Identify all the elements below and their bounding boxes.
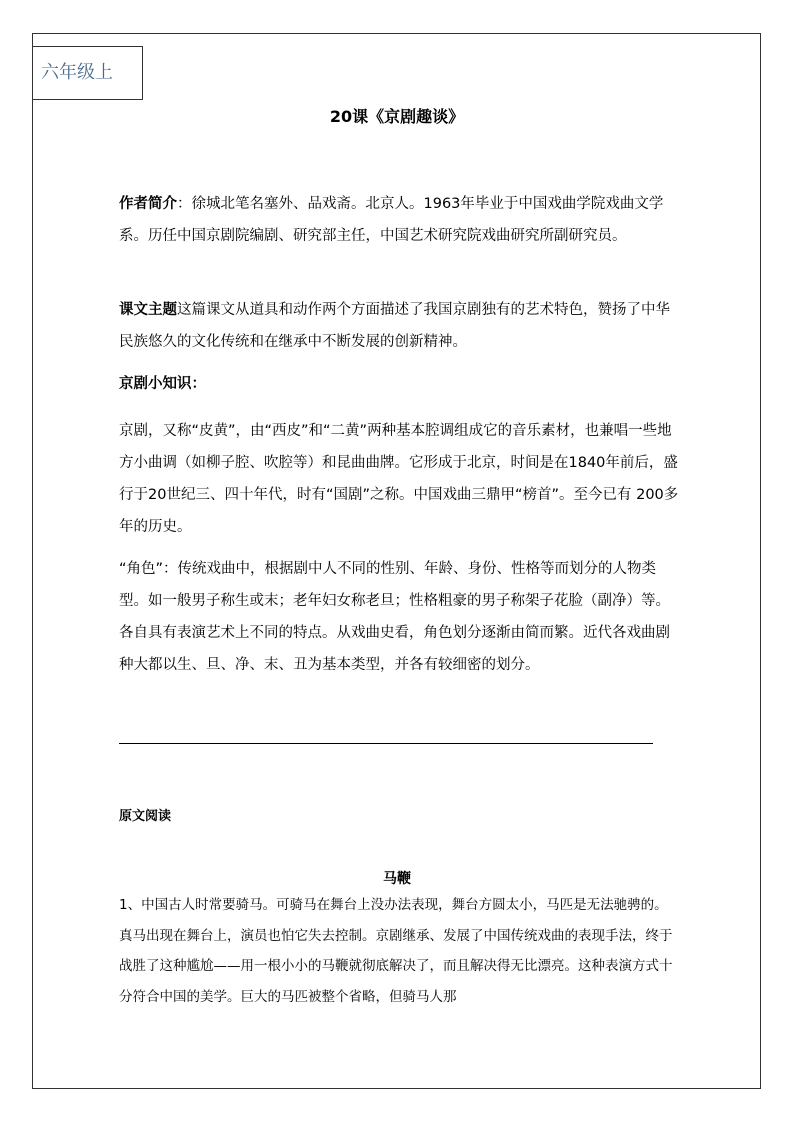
reading-paragraph-1: 1、中国古人时常要骑马。可骑马在舞台上没办法表现，舞台方圆太小，马匹是无法驰骋的。真马出现在舞台上，演员也怕它失去控制。京剧继承、发展了中国传统戏曲的表现手法，终于战胜了这种尴尬——用一根小小的马鞭就彻底解决了，而且解决得无比漂亮。这种表演方式十分符合中国的美学。巨大的马匹被整个省略，但骑马人那 (119, 897, 673, 1005)
author-intro-text: ：徐城北笔名塞外、品戏斋。北京人。1963年毕业于中国戏曲学院戏曲文学系。历任中国京剧院编剧、研究部主任，中国艺术研究院戏曲研究所副研究员。 (119, 196, 664, 244)
knowledge-paragraph-2: “角色”：传统戏曲中，根据剧中人不同的性别、年龄、身份、性格等而划分的人物类型。如一般男子称生或末；老年妇女称老旦；性格粗豪的男子称架子花脸（副净）等。各自具有表演艺术上不同的特点。从戏曲史看，角色划分逐渐由简而繁。近代各戏曲剧种大都以生、旦、净、末、丑为基本类型，并各有较细密的划分。 (119, 561, 670, 673)
knowledge-heading: 京剧小知识： (119, 376, 206, 392)
reading-section-heading: 原文阅读 (119, 809, 172, 824)
theme-label: 课文主题 (119, 302, 177, 318)
page-title: 20课《京剧趣谈》 (329, 107, 465, 126)
author-intro-label: 作者简介 (119, 196, 177, 212)
theme-paragraph (119, 294, 679, 358)
knowledge-paragraph-1: 京剧，又称“皮黄”，由“西皮”和“二黄”两种基本腔调组成它的音乐素材，也兼唱一些地方小曲调（如柳子腔、吹腔等）和昆曲曲牌。它形成于北京，时间是在1840年前后，盛行于20世纪三、四十年代，时有“国剧”之称。中国戏曲三鼎甲“榜首”。至今已有 200多年的历史。 (119, 423, 679, 535)
grade-label: 六年级上 (32, 46, 143, 100)
author-intro (119, 188, 679, 252)
theme-text: 这篇课文从道具和动作两个方面描述了我国京剧独有的艺术特色，赞扬了中华民族悠久的文化传统和在继承中不断发展的创新精神。 (119, 302, 670, 350)
divider-line (119, 743, 653, 744)
reading-subtitle: 马鞭 (383, 871, 411, 887)
